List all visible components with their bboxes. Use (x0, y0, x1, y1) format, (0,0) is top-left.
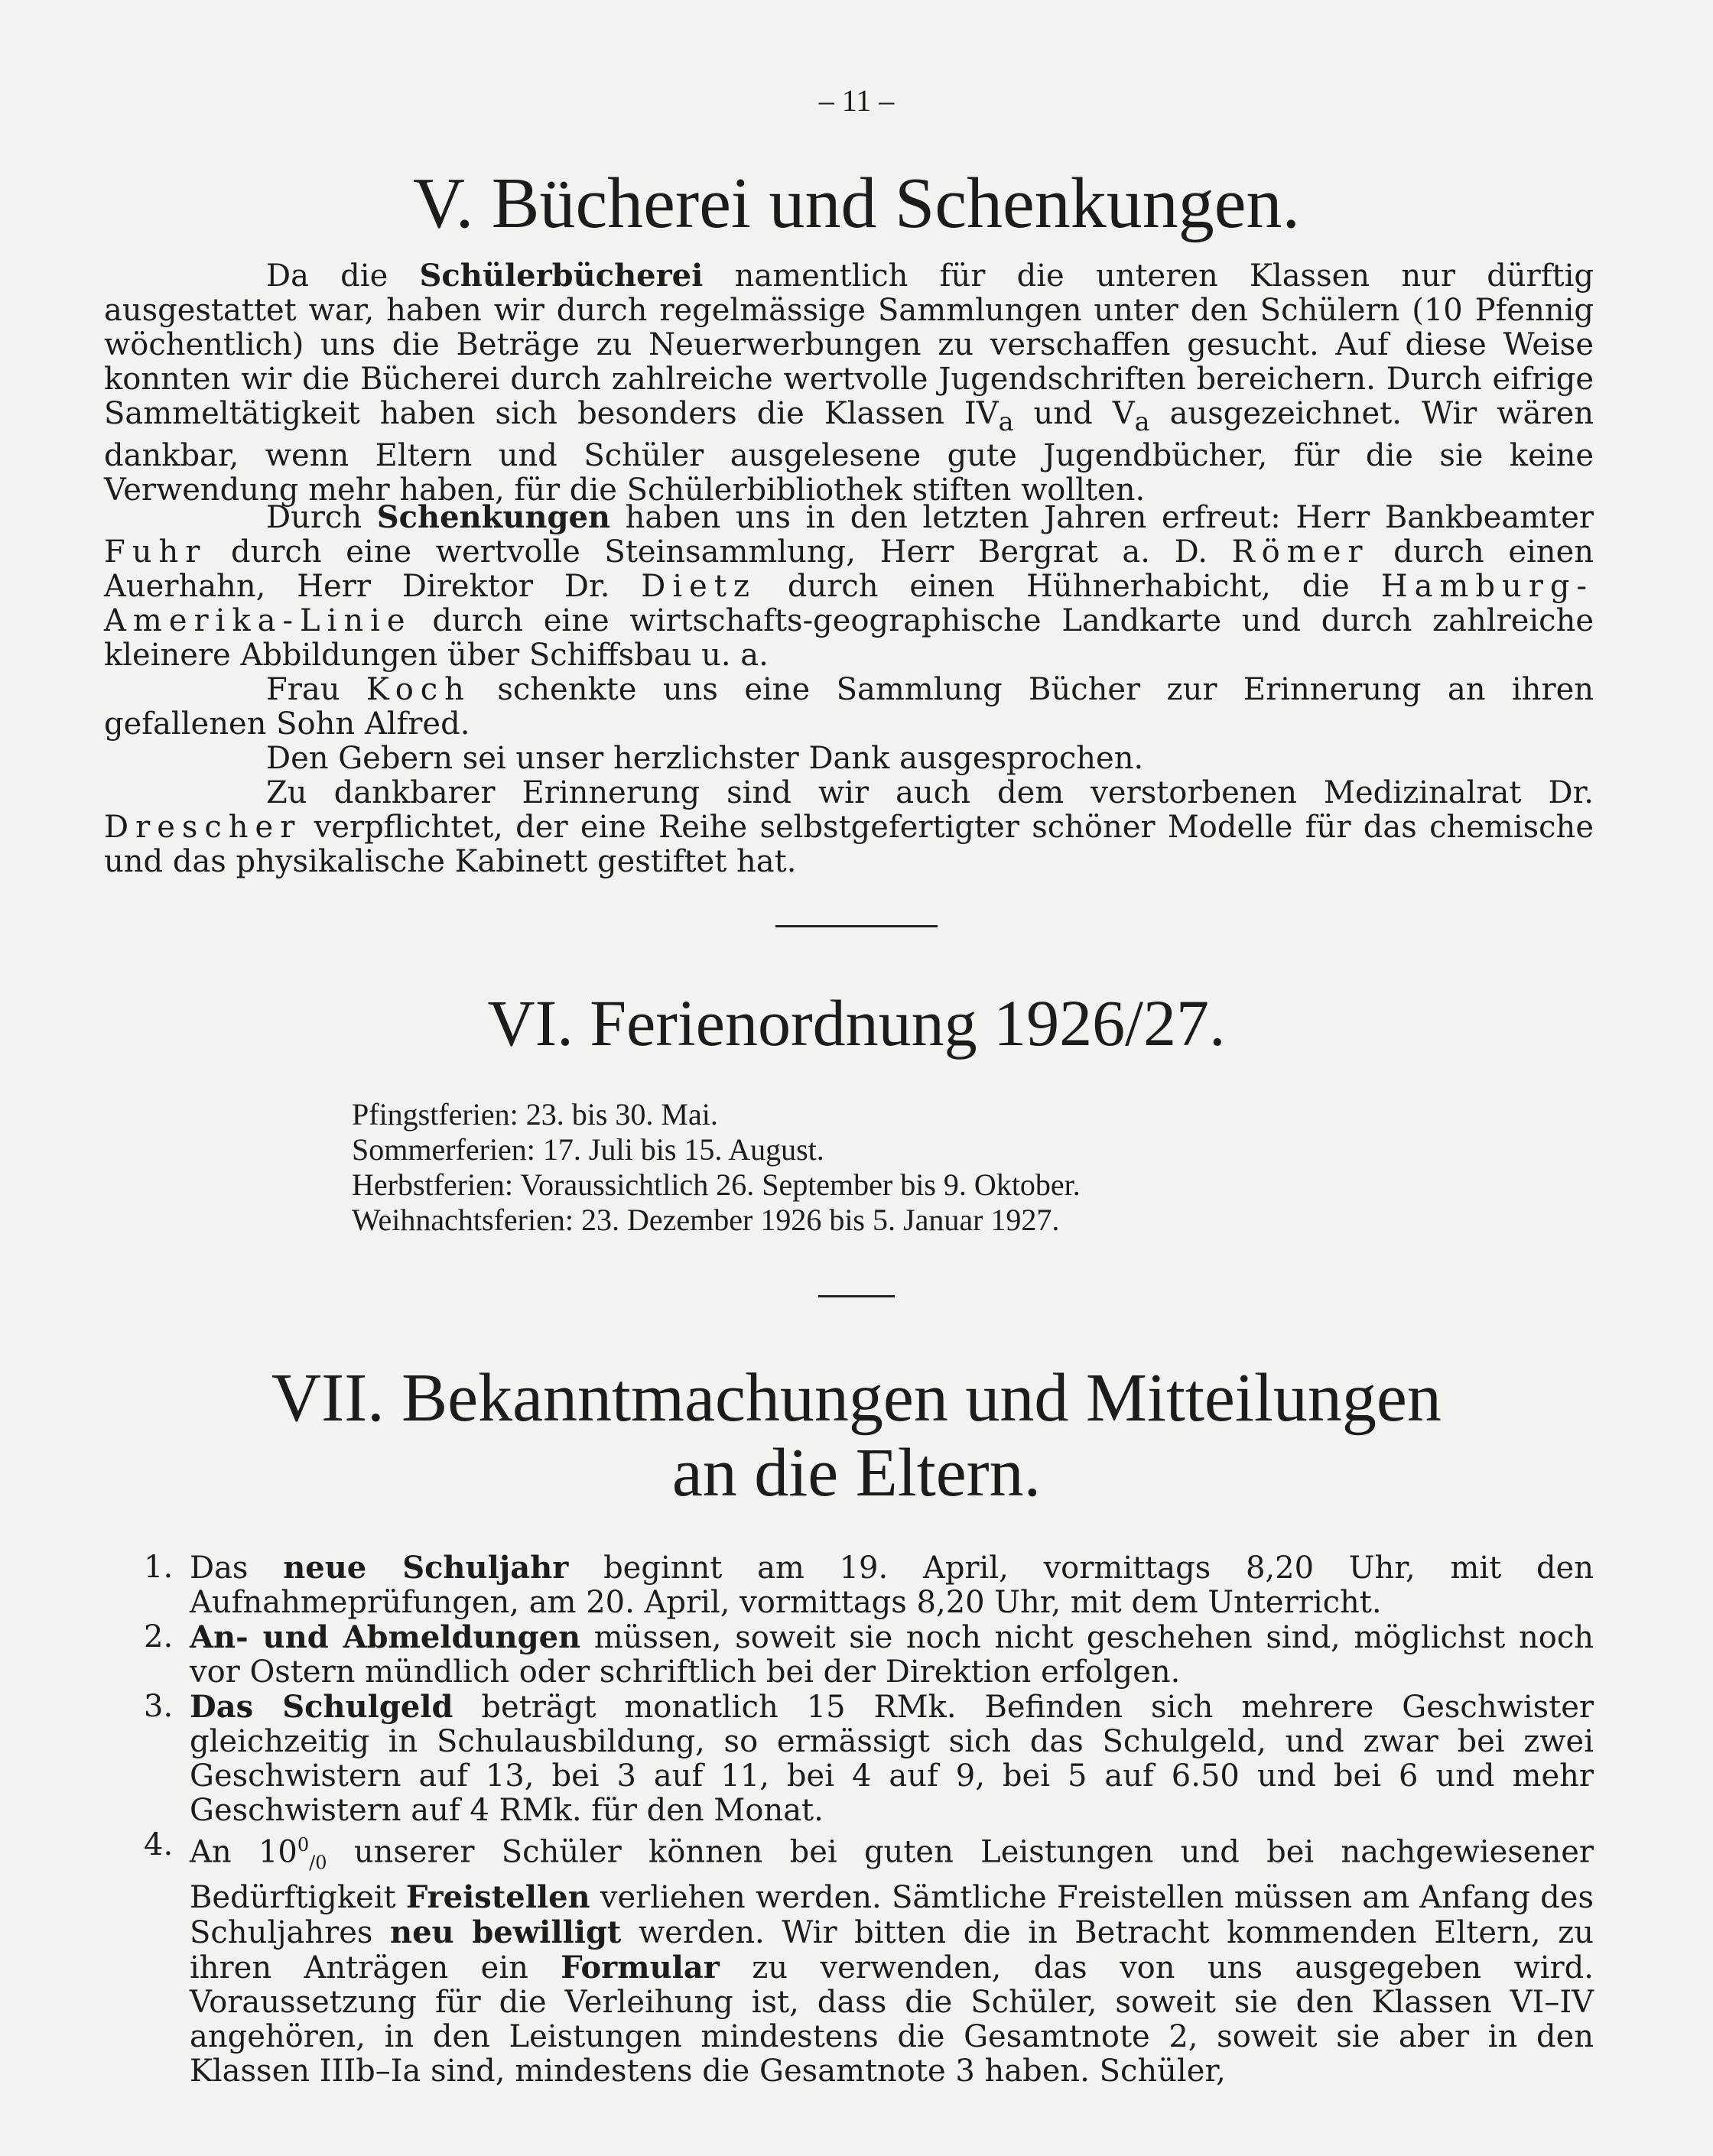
list-item: 2. An- und Abmeldungen müssen, soweit sie noch nicht geschehen sind, möglichst noch vor Ostern mündlich oder schriftlich bei der Direktion erfolgen. (144, 1619, 1594, 1690)
bold-term: Freistellen (405, 1879, 590, 1916)
spaced-name: Dietz (641, 569, 756, 604)
holiday-item: Herbstferien: Voraussichtlich 26. September bis 9. Oktober. (352, 1167, 1081, 1202)
section-vii-title (0, 1361, 1713, 1511)
holiday-item: Weihnachtsferien: 23. Dezember 1926 bis 5. Januar 1927. (352, 1203, 1060, 1237)
holiday-item: Sommerferien: 17. Juli bis 15. August. (352, 1132, 824, 1167)
section-divider (775, 925, 938, 927)
announcements-list (104, 1550, 1594, 2089)
list-item: 4. An $10^0_{/0}$ unserer Schüler können bei guten Leistungen und bei nachgewiesener Bedürftigkeit Freistellen verliehen werden. Sämtliche Freistellen müssen am Anfang des Schuljahres neu bewilligt werden. Wir bitten die in Betracht kommenden Eltern, zu ihren Anträgen ein Formular zu verwenden, das von uns ausgegeben wird. Voraussetzung für die Verleihung ist, dass die Schüler, soweit sie den Klassen VI–IV angehören, in den Leistungen mindestens die Gesamtnote 2, soweit sie aber in den Klassen IIIb–Ia sind, mindestens die Gesamtnote 3 haben. Schüler, (144, 1827, 1594, 2089)
list-item: 3. Das Schulgeld beträgt monatlich 15 RMk. Befinden sich mehrere Geschwister gleichzeitig in Schulausbildung, so ermässigt sich das Schulgeld, und zwar bei zwei Geschwistern auf 13, bei 3 auf 11, bei 4 auf 9, bei 5 auf 6.50 und bei 6 und mehr Geschwistern auf 4 RMk. für den Monat. (144, 1689, 1594, 1828)
spaced-name: Fuhr (104, 534, 207, 570)
page-number: – 11 – (818, 83, 895, 118)
spaced-name: Hamburg-Amerika-Linie (104, 569, 1594, 638)
section-v-paragraph-3: Frau Koch schenkte uns eine Sammlung Bücher zur Erinnerung an ihren gefallenen Sohn Alfred. (104, 672, 1594, 742)
section-v-title: V. Bücherei und Schenkungen. (413, 164, 1300, 243)
section-v-paragraph-2: Durch Schenkungen haben uns in den letzten Jahren erfreut: Herr Bankbeamter Fuhr durch eine wertvolle Steinsammlung, Herr Bergrat a. D. Römer durch einen Auerhahn, Herr Direktor Dr. Dietz durch einen Hühnerhabicht, die Hamburg-Amerika-Linie durch eine wirtschafts-geographische Landkarte und durch zahlreiche kleinere Abbildungen über Schiffsbau u. a. (104, 499, 1594, 673)
section-vi-title: VI. Ferienordnung 1926/27. (487, 986, 1226, 1060)
section-divider (818, 1295, 895, 1297)
bold-term: Formular (561, 1950, 720, 1986)
bold-term: neu bewilligt (389, 1914, 622, 1951)
section-v-paragraph-5: Zu dankbarer Erinnerung sind wir auch dem verstorbenen Medizinalrat Dr. Drescher verpflichtet, der eine Reihe selbstgefertigter schöner Modelle für das chemische und das physikalische Kabinett gestiftet hat. (104, 775, 1594, 879)
spaced-name: Koch (366, 672, 471, 707)
spaced-name: Römer (1231, 534, 1370, 570)
bold-term: Schülerbücherei (419, 258, 704, 294)
bold-term: neue Schuljahr (283, 1550, 569, 1586)
list-item: 1. Das neue Schuljahr beginnt am 19. April, vormittags 8,20 Uhr, mit den Aufnahmeprüfungen, am 20. April, vormittags 8,20 Uhr, mit dem Unterricht. (144, 1550, 1594, 1620)
section-vii-title-line-2: an die Eltern. (671, 1435, 1042, 1511)
holiday-list (352, 1098, 1081, 1239)
bold-term: Das Schulgeld (190, 1689, 453, 1725)
section-vii-title-line-1: VII. Bekanntmachungen und Mitteilungen (271, 1360, 1442, 1436)
holiday-item: Pfingstferien: 23. bis 30. Mai. (352, 1097, 718, 1132)
section-v-paragraph-1: Da die Schülerbücherei namentlich für die unteren Klassen nur dürftig ausgestattet war, haben wir durch regelmässige Sammlungen unter den Schülern (10 Pfennig wöchentlich) uns die Beträge zu Neuerwerbungen zu verschaffen gesucht. Auf diese Weise konnten wir die Bücherei durch zahlreiche wertvolle Jugendschriften bereichern. Durch eifrige Sammeltätigkeit haben sich besonders die Klassen $IV_a$ und $V_a$ ausgezeichnet. Wir wären dankbar, wenn Eltern und Schüler ausgelesene gute Jugendbücher, für die sie keine Verwendung mehr haben, für die Schülerbibliothek stiften wollten. (104, 258, 1594, 508)
bold-term: Schenkungen (376, 499, 610, 535)
bold-term: An- und Abmeldungen (190, 1619, 581, 1655)
section-v-paragraph-4: Den Gebern sei unser herzlichster Dank ausgesprochen. (266, 741, 1144, 776)
spaced-name: Drescher (104, 810, 302, 845)
